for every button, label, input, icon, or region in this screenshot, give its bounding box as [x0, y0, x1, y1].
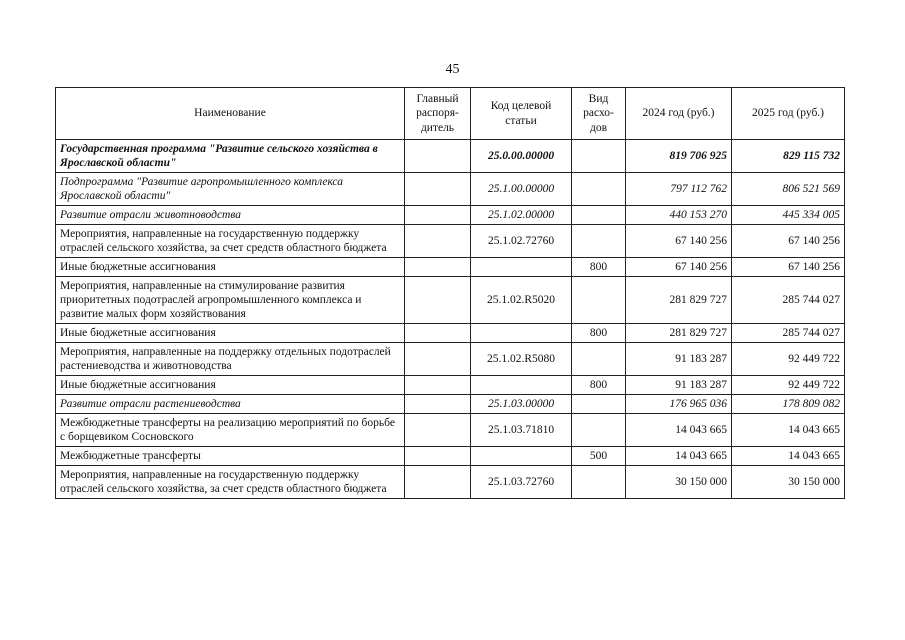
cell-2025: 178 809 082	[732, 395, 845, 414]
cell-2024: 14 043 665	[626, 447, 732, 466]
cell-2024: 67 140 256	[626, 225, 732, 258]
cell-2024: 14 043 665	[626, 414, 732, 447]
cell-type	[572, 395, 626, 414]
cell-name: Развитие отрасли животноводства	[56, 206, 405, 225]
table-row	[56, 343, 845, 376]
cell-name: Иные бюджетные ассигнования	[56, 324, 405, 343]
cell-type	[572, 277, 626, 324]
table-row	[56, 277, 845, 324]
table-row	[56, 225, 845, 258]
cell-2024: 440 153 270	[626, 206, 732, 225]
table-row	[56, 376, 845, 395]
cell-name: Межбюджетные трансферты на реализацию мероприятий по борьбе с борщевиком Сосновского	[56, 414, 405, 447]
header-2025: 2025 год (руб.)	[732, 88, 845, 140]
cell-2024: 30 150 000	[626, 466, 732, 499]
cell-2024: 281 829 727	[626, 324, 732, 343]
cell-2024: 281 829 727	[626, 277, 732, 324]
cell-name: Развитие отрасли растениеводства	[56, 395, 405, 414]
cell-type: 800	[572, 258, 626, 277]
cell-admin	[405, 447, 471, 466]
cell-2025: 92 449 722	[732, 376, 845, 395]
cell-2025: 14 043 665	[732, 447, 845, 466]
cell-admin	[405, 225, 471, 258]
cell-admin	[405, 324, 471, 343]
table-row	[56, 206, 845, 225]
cell-name: Подпрограмма "Развитие агропромышленного комплекса Ярославской области"	[56, 173, 405, 206]
cell-2025: 445 334 005	[732, 206, 845, 225]
cell-admin	[405, 414, 471, 447]
cell-admin	[405, 206, 471, 225]
cell-code	[471, 258, 572, 277]
cell-2025: 806 521 569	[732, 173, 845, 206]
cell-type	[572, 414, 626, 447]
cell-name: Иные бюджетные ассигнования	[56, 376, 405, 395]
page-number: 45	[445, 62, 460, 77]
table-row	[56, 414, 845, 447]
table-row	[56, 395, 845, 414]
cell-type	[572, 173, 626, 206]
cell-type: 800	[572, 324, 626, 343]
cell-2024: 819 706 925	[626, 140, 732, 173]
budget-table	[55, 87, 845, 499]
cell-code	[471, 376, 572, 395]
cell-admin	[405, 376, 471, 395]
cell-name: Мероприятия, направленные на стимулирование развития приоритетных подотраслей агропромышленного комплекса и развитие малых форм хозяйствования	[56, 277, 405, 324]
cell-admin	[405, 343, 471, 376]
cell-2024: 91 183 287	[626, 376, 732, 395]
header-type: Вид расхо-дов	[572, 88, 626, 140]
header-name: Наименование	[56, 88, 405, 140]
cell-code: 25.0.00.00000	[471, 140, 572, 173]
table-row	[56, 258, 845, 277]
table-row	[56, 173, 845, 206]
cell-name: Мероприятия, направленные на поддержку отдельных подотраслей растениеводства и животноводства	[56, 343, 405, 376]
cell-code	[471, 324, 572, 343]
cell-type	[572, 140, 626, 173]
header-2024: 2024 год (руб.)	[626, 88, 732, 140]
cell-admin	[405, 277, 471, 324]
cell-type: 500	[572, 447, 626, 466]
cell-name: Иные бюджетные ассигнования	[56, 258, 405, 277]
table-header-row	[56, 88, 845, 140]
header-admin: Главный распоря-дитель	[405, 88, 471, 140]
cell-2025: 67 140 256	[732, 258, 845, 277]
cell-type: 800	[572, 376, 626, 395]
cell-code	[471, 447, 572, 466]
table-body	[56, 140, 845, 499]
table-row	[56, 447, 845, 466]
cell-admin	[405, 466, 471, 499]
cell-code: 25.1.00.00000	[471, 173, 572, 206]
cell-admin	[405, 258, 471, 277]
cell-name: Мероприятия, направленные на государственную поддержку отраслей сельского хозяйства, за счет средств областного бюджета	[56, 225, 405, 258]
cell-2024: 91 183 287	[626, 343, 732, 376]
cell-code: 25.1.02.R5080	[471, 343, 572, 376]
cell-2024: 176 965 036	[626, 395, 732, 414]
table-row	[56, 466, 845, 499]
cell-2025: 92 449 722	[732, 343, 845, 376]
table-row	[56, 140, 845, 173]
cell-type	[572, 225, 626, 258]
cell-name: Межбюджетные трансферты	[56, 447, 405, 466]
cell-admin	[405, 173, 471, 206]
cell-type	[572, 343, 626, 376]
cell-code: 25.1.02.R5020	[471, 277, 572, 324]
cell-admin	[405, 395, 471, 414]
cell-2025: 285 744 027	[732, 277, 845, 324]
cell-type	[572, 466, 626, 499]
cell-2024: 797 112 762	[626, 173, 732, 206]
cell-name: Государственная программа "Развитие сельского хозяйства в Ярославской области"	[56, 140, 405, 173]
header-code: Код целевой статьи	[471, 88, 572, 140]
cell-code: 25.1.02.72760	[471, 225, 572, 258]
cell-admin	[405, 140, 471, 173]
cell-type	[572, 206, 626, 225]
cell-2025: 285 744 027	[732, 324, 845, 343]
cell-code: 25.1.03.72760	[471, 466, 572, 499]
cell-2025: 829 115 732	[732, 140, 845, 173]
cell-2025: 14 043 665	[732, 414, 845, 447]
cell-2025: 67 140 256	[732, 225, 845, 258]
cell-name: Мероприятия, направленные на государственную поддержку отраслей сельского хозяйства, за счет средств областного бюджета	[56, 466, 405, 499]
table-row	[56, 324, 845, 343]
cell-2024: 67 140 256	[626, 258, 732, 277]
cell-code: 25.1.03.71810	[471, 414, 572, 447]
cell-code: 25.1.02.00000	[471, 206, 572, 225]
cell-code: 25.1.03.00000	[471, 395, 572, 414]
cell-2025: 30 150 000	[732, 466, 845, 499]
